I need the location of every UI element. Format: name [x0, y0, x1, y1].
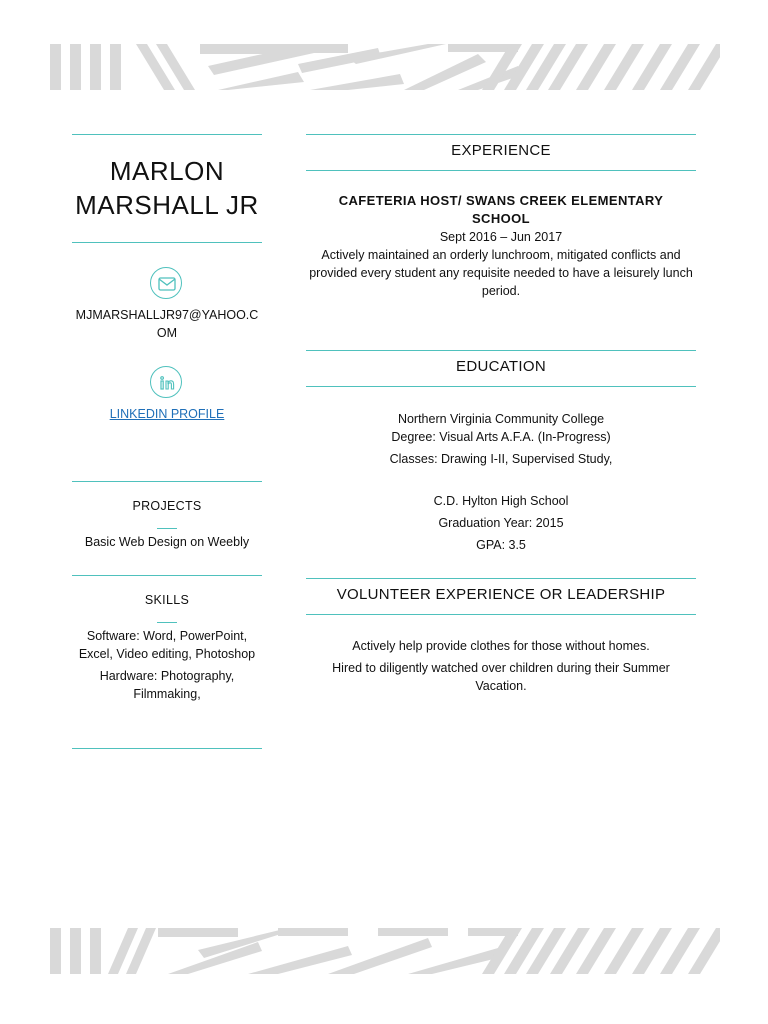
decorative-band-top	[48, 44, 720, 90]
gpa: GPA: 3.5	[476, 538, 526, 552]
volunteer-entry	[306, 637, 696, 695]
divider	[72, 134, 262, 135]
job-title: CAFETERIA HOST/ SWANS CREEK ELEMENTARY SCHOOL	[338, 193, 664, 226]
divider	[306, 350, 696, 351]
experience-entry	[306, 192, 696, 300]
divider	[72, 242, 262, 243]
heading-underline	[157, 528, 177, 529]
divider	[72, 575, 262, 576]
college-degree: Degree: Visual Arts A.F.A. (In-Progress)	[391, 430, 611, 444]
volunteer-line-1: Actively help provide clothes for those without homes.	[352, 639, 650, 653]
projects-heading: PROJECTS	[132, 499, 202, 513]
projects-list	[72, 533, 262, 551]
skills-list	[72, 627, 262, 703]
education-high-school	[306, 492, 696, 554]
divider	[72, 748, 262, 749]
linkedin-icon[interactable]	[150, 366, 182, 398]
volunteer-heading: VOLUNTEER EXPERIENCE OR LEADERSHIP	[336, 586, 666, 603]
job-description: Actively maintained an orderly lunchroom, mitigated conflicts and provided every student any requisite needed to have a leisurely lunch period.	[309, 248, 693, 298]
linkedin-profile-link[interactable]: LINKEDIN PROFILE	[109, 407, 225, 421]
name-line-2: MARSHALL JR	[75, 190, 259, 220]
volunteer-line-2: Hired to diligently watched over children during their Summer Vacation.	[332, 661, 670, 693]
project-item: Basic Web Design on Weebly	[84, 535, 250, 549]
education-college	[306, 410, 696, 468]
email-address: MJMARSHALLJR97@YAHOO.COM	[75, 308, 259, 340]
divider	[72, 481, 262, 482]
college-classes: Classes: Drawing I-II, Supervised Study,	[389, 452, 613, 466]
decorative-band-bottom	[48, 928, 720, 974]
college-name: Northern Virginia Community College	[397, 412, 605, 426]
divider	[306, 170, 696, 171]
skills-software: Software: Word, PowerPoint, Excel, Video editing, Photoshop	[78, 629, 256, 661]
skills-hardware: Hardware: Photography, Filmmaking,	[99, 669, 235, 701]
envelope-icon	[150, 267, 182, 299]
job-dates: Sept 2016 – Jun 2017	[439, 230, 563, 244]
heading-underline	[157, 622, 177, 623]
divider	[306, 578, 696, 579]
skills-heading: SKILLS	[144, 593, 190, 607]
high-school-name: C.D. Hylton High School	[433, 494, 569, 508]
name-line-1: MARLON	[109, 156, 225, 186]
experience-heading: EXPERIENCE	[451, 142, 551, 159]
divider	[306, 386, 696, 387]
divider	[306, 134, 696, 135]
divider	[306, 614, 696, 615]
candidate-name	[72, 154, 262, 222]
education-heading: EDUCATION	[456, 358, 546, 375]
graduation-year: Graduation Year: 2015	[438, 516, 564, 530]
